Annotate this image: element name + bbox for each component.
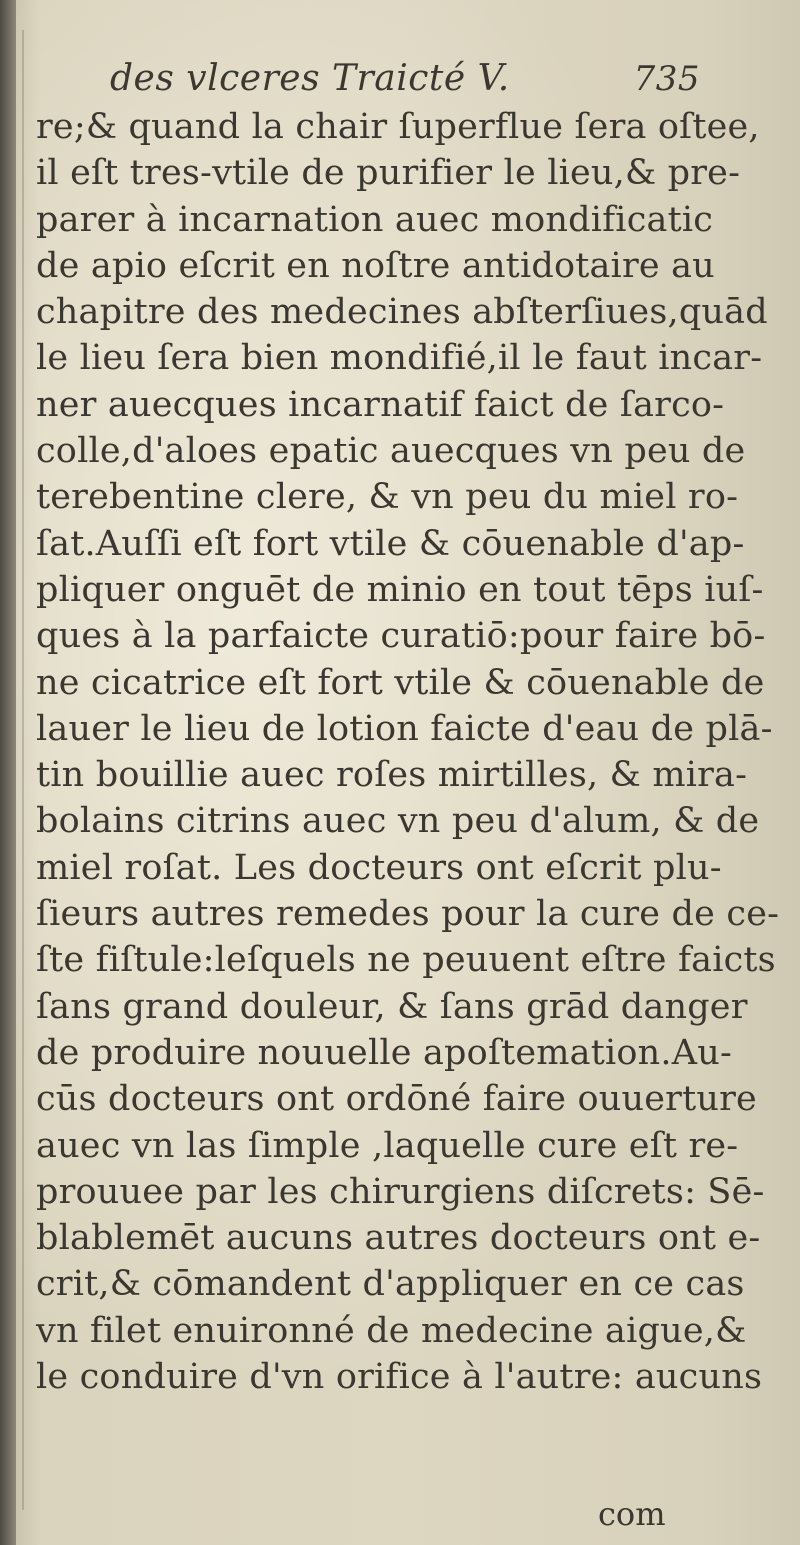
text-line: blablemēt aucuns autres docteurs ont e-	[36, 1218, 761, 1259]
text-line: ne cicatrice eſt fort vtile & cōuenable de	[36, 662, 765, 703]
text-line: le conduire d'vn orifice à l'autre: aucuns	[36, 1357, 763, 1398]
text-line: ques à la parfaicte curatiō:pour faire bō-	[36, 616, 766, 657]
text-line: cūs docteurs ont ordōné faire ouuerture	[36, 1079, 757, 1120]
text-line: miel roſat. Les docteurs ont eſcrit plu-	[36, 847, 722, 888]
text-line: tin bouillie auec roſes mirtilles, & mira-	[36, 755, 748, 796]
body-text	[36, 104, 780, 1400]
text-line: auec vn las ſimple ,laquelle cure eſt re-	[36, 1125, 739, 1166]
text-line: parer à incarnation auec mondificatic	[36, 199, 714, 240]
folio-number: 735	[633, 59, 700, 99]
gutter-shadow-line	[22, 30, 24, 1510]
text-line: de produire nouuelle apoſtemation.Au-	[36, 1032, 732, 1073]
text-line: ſans grand douleur, & ſans grād danger	[36, 986, 748, 1027]
text-line: ſat.Auſſi eſt fort vtile & cōuenable d'ap-	[36, 523, 745, 564]
running-title: des vlceres Traicté V.	[110, 58, 510, 99]
page-header	[110, 58, 700, 108]
text-line: vn filet enuironné de medecine aigue,&	[36, 1310, 747, 1351]
text-line: de apio eſcrit en noſtre antidotaire au	[36, 245, 715, 286]
text-line: il eſt tres-vtile de purifier le lieu,& pre-	[36, 153, 741, 194]
text-line: re;& quand la chair ſuperflue ſera oſtee,	[36, 107, 760, 147]
text-line: bolains citrins auec vn peu d'alum, & de	[36, 801, 760, 842]
text-line: chapitre des medecines abſterſiues,quād	[36, 292, 768, 333]
text-line: pliquer onguēt de minio en tout tēps iuſ-	[36, 569, 764, 610]
catchword: com	[598, 1495, 666, 1533]
text-line: le lieu ſera bien mondifié,il le faut incar-	[36, 338, 763, 379]
text-line: lauer le lieu de lotion faicte d'eau de plā-	[36, 708, 773, 749]
text-line: prouuee par les chirurgiens diſcrets: Sē-	[36, 1171, 765, 1212]
text-line: colle,d'aloes epatic auecques vn peu de	[36, 431, 746, 472]
text-line: crit,& cōmandent d'appliquer en ce cas	[36, 1264, 745, 1305]
text-line: ner auecques incarnatif faict de ſarco-	[36, 384, 725, 425]
text-line: ſte fiſtule:leſquels ne peuuent eſtre faicts	[36, 940, 776, 981]
page-gutter	[0, 0, 16, 1545]
text-line: ſieurs autres remedes pour la cure de ce-	[36, 894, 780, 935]
text-line: terebentine clere, & vn peu du miel ro-	[36, 477, 739, 518]
